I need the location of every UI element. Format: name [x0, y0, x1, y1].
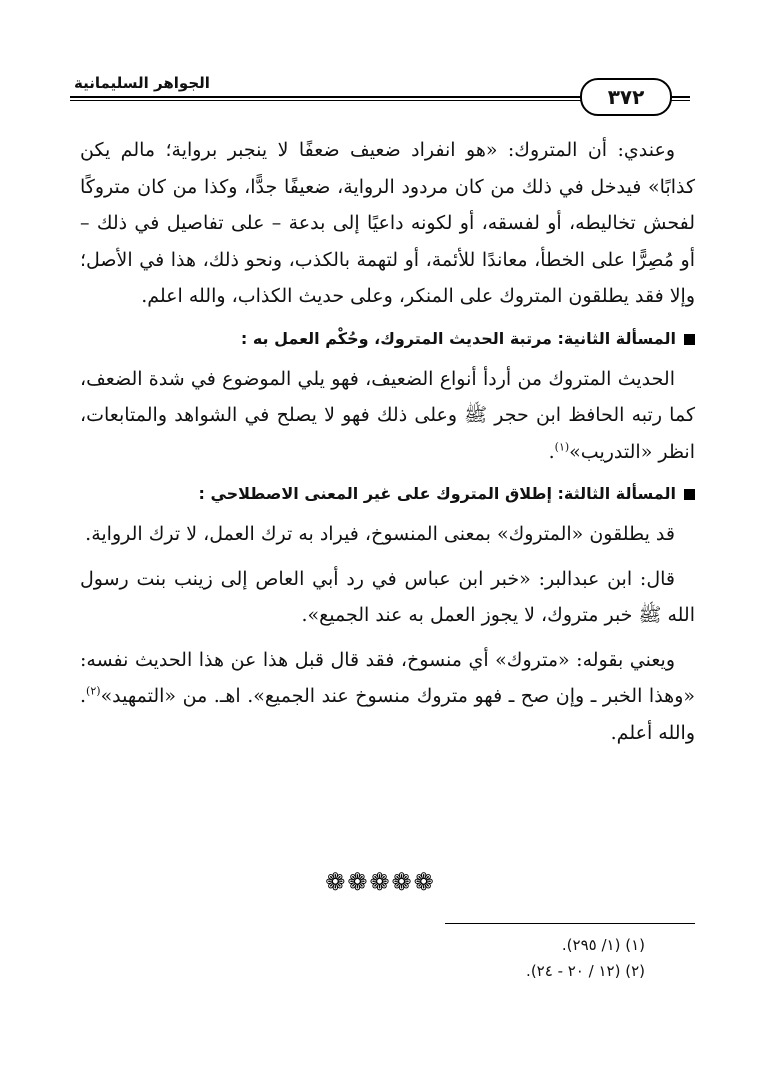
square-bullet-icon: [684, 489, 695, 500]
paragraph-end: .: [548, 440, 555, 463]
paragraph-ibn-abdulbarr: قال: ابن عبدالبر: «خبر ابن عباس في رد أبي العاص إلى زينب بنت رسول الله ﷺ خبر متروك، لا يجوز العمل به عند الجميع».: [80, 567, 695, 626]
section-heading-third: [80, 476, 695, 512]
page-header: [70, 72, 690, 122]
heading-text: مرتبة الحديث المتروك، وحُكْم العمل به :: [240, 328, 552, 348]
book-title: الجواهر السليمانية: [70, 74, 218, 92]
paragraph-abrogated: قد يطلقون «المتروك» بمعنى المنسوخ، فيراد به ترك العمل، لا ترك الرواية.: [85, 523, 675, 545]
footnote-2: (٢) (١٢ / ٢٠ - ٢٤).: [526, 962, 645, 980]
footnote-ref-1: (١): [554, 440, 570, 454]
footnote-rule: [445, 923, 695, 924]
main-text: [80, 132, 695, 751]
paragraph-end: . والله أعلم.: [80, 685, 695, 744]
paragraph-definition: وعندي: أن المتروك: «هو انفراد ضعيف ضعفًا لا ينجبر برواية؛ مالم يكن كذابًا» فيدخل في ذلك من كان مردود الرواية، ضعيفًا جدًّا، وكذا من كان متروكًا لفحش تخاليطه، أو لفسقه، أو لكونه داعيًا إلى بدعة – على تفاصيل في ذلك – أو مُصِرًّا على الخطأ، معاندًا للأئمة، أو لتهمة بالكذب، ونحو ذلك، هذا في الأصل؛ وإلا فقد يطلقون المتروك على المنكر، وعلى حديث الكذاب، والله اعلم.: [80, 139, 695, 307]
page-number: ٣٧٢: [580, 78, 672, 116]
paragraph-rank: [80, 361, 695, 471]
paragraph-text: الحديث المتروك من أردأ أنواع الضعيف، فهو يلي الموضوع في شدة الضعف، كما رتبه الحافظ ابن حجر ﷺ وعلى ذلك فهو لا يصلح في الشواهد والمتابعات، انظر «التدريب»: [80, 367, 695, 463]
heading-text: إطلاق المتروك على غير المعنى الاصطلاحي :: [198, 484, 552, 503]
paragraph-meaning: [80, 642, 695, 752]
square-bullet-icon: [684, 334, 695, 345]
heading-label: المسألة الثالثة:: [557, 484, 676, 503]
ornament-divider: ❁❁❁❁❁: [325, 868, 436, 896]
section-heading-second: [80, 321, 695, 357]
footnotes: [380, 932, 645, 984]
heading-label: المسألة الثانية:: [557, 328, 676, 348]
footnote-ref-2: (٢): [86, 684, 101, 698]
paragraph-text: ويعني بقوله: «متروك» أي منسوخ، فقد قال قبل هذا عن هذا الحديث نفسه: «وهذا الخبر ـ وإن صح ـ فهو متروك منسوخ عند الجميع». اهـ. من «التمهيد»: [80, 648, 695, 707]
footnote-1: (١) (١/ ٢٩٥).: [561, 936, 645, 954]
